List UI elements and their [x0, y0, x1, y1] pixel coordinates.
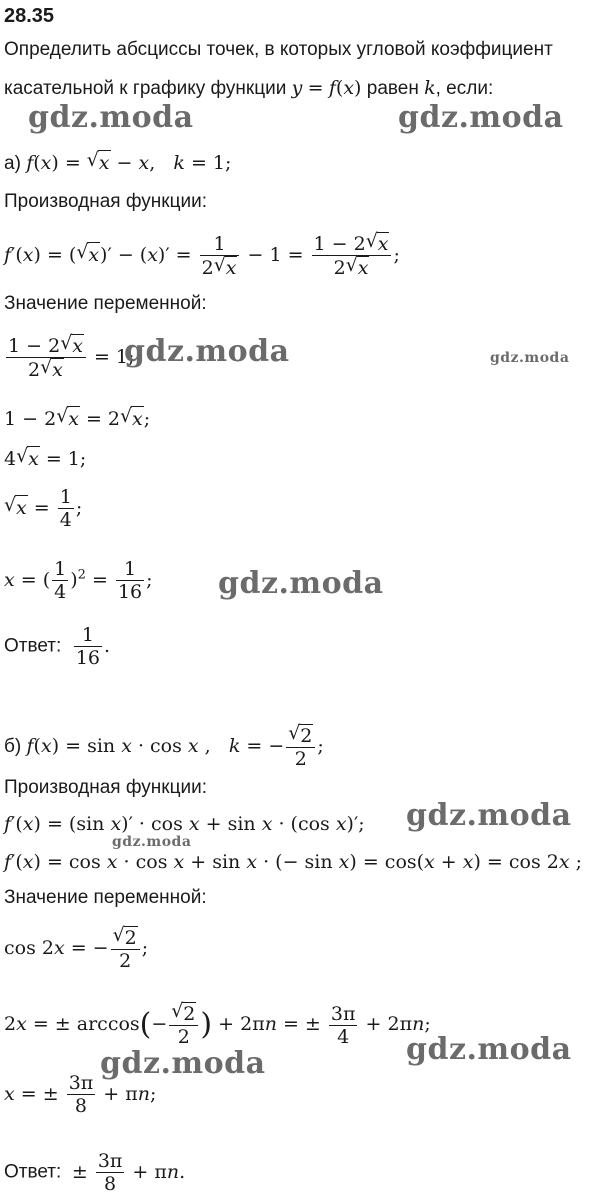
problem-statement-line-1: Определить абсциссы точек, в которых угловой коэффициент: [4, 39, 553, 60]
part-a-step-2: 1 − 2√ x = 2√ x;: [4, 406, 150, 432]
part-a-step-4: √ x = $\frac{1}{4}$ ;: [4, 486, 82, 531]
watermark: gdz.moda: [28, 100, 194, 135]
problem-number: 28.35: [4, 5, 55, 27]
part-b-derivative-line-1: f′(x) = (sin x)′ · cos x + sin x · (cos x)′;: [4, 813, 365, 835]
watermark: gdz.moda: [218, 566, 384, 601]
part-b-step-1: cos 2x = − √ $\frac{2}{2}$ ;: [4, 926, 148, 972]
watermark: gdz.moda: [490, 350, 570, 366]
part-a-derivative-heading: Производная функции:: [4, 191, 207, 212]
watermark: gdz.moda: [112, 834, 192, 850]
watermark: gdz.moda: [124, 334, 290, 369]
part-a-derivative-line: f′(x) = (√ x)′ − (x)′ = $\frac{1}{2√ x}$ − 1 = $\frac{1 - 2√ x}{2√ x}$ ;: [4, 232, 400, 279]
part-a-step-3: 4√ x = 1;: [4, 446, 86, 472]
part-b-derivative-heading: Производная функции:: [4, 777, 207, 798]
watermark: gdz.moda: [100, 1046, 266, 1081]
part-a-value-heading: Значение переменной:: [4, 293, 207, 314]
part-b-derivative-line-2: f′(x) = cos x · cos x + sin x · (− sin x) = cos(x + x) = cos 2x ;: [4, 851, 583, 873]
part-a-answer-label: Ответ:: [4, 635, 62, 657]
part-b-answer: Ответ: ± $\frac{3\pi}{8}$ + πn.: [4, 1150, 186, 1195]
watermark: gdz.moda: [406, 1032, 572, 1067]
part-a-condition: а) f(x) = √ x − x, k = 1;: [4, 150, 231, 176]
part-a-answer: Ответ: $\frac{1}{16}$ .: [4, 624, 111, 669]
watermark: gdz.moda: [406, 798, 572, 833]
part-b-condition: б) f(x) = sin x · cos x , k = − √ $\frac{2}{2}$ ;: [4, 724, 324, 770]
part-a-step-1: $\frac{1 - 2√ x}{2√ x}$ = 1;: [4, 334, 134, 381]
part-a-step-5: x = ( $\frac{1}{4}$ )$^2$ = $\frac{1}{16}$ ;: [4, 558, 153, 603]
problem-statement-line-2: касательной к графику функции y = f(x) равен k, если:: [4, 77, 494, 99]
part-b-step-3: x = ± $\frac{3\pi}{8}$ + πn;: [4, 1072, 157, 1117]
watermark: gdz.moda: [398, 100, 564, 135]
part-b-step-2: 2x = ± arccos(− √ $\frac{2}{2}$ ) + 2πn = ± $\frac{3\pi}{4}$ + 2πn;: [4, 1002, 431, 1048]
part-b-value-heading: Значение переменной:: [4, 887, 207, 908]
part-b-answer-label: Ответ:: [4, 1161, 62, 1183]
